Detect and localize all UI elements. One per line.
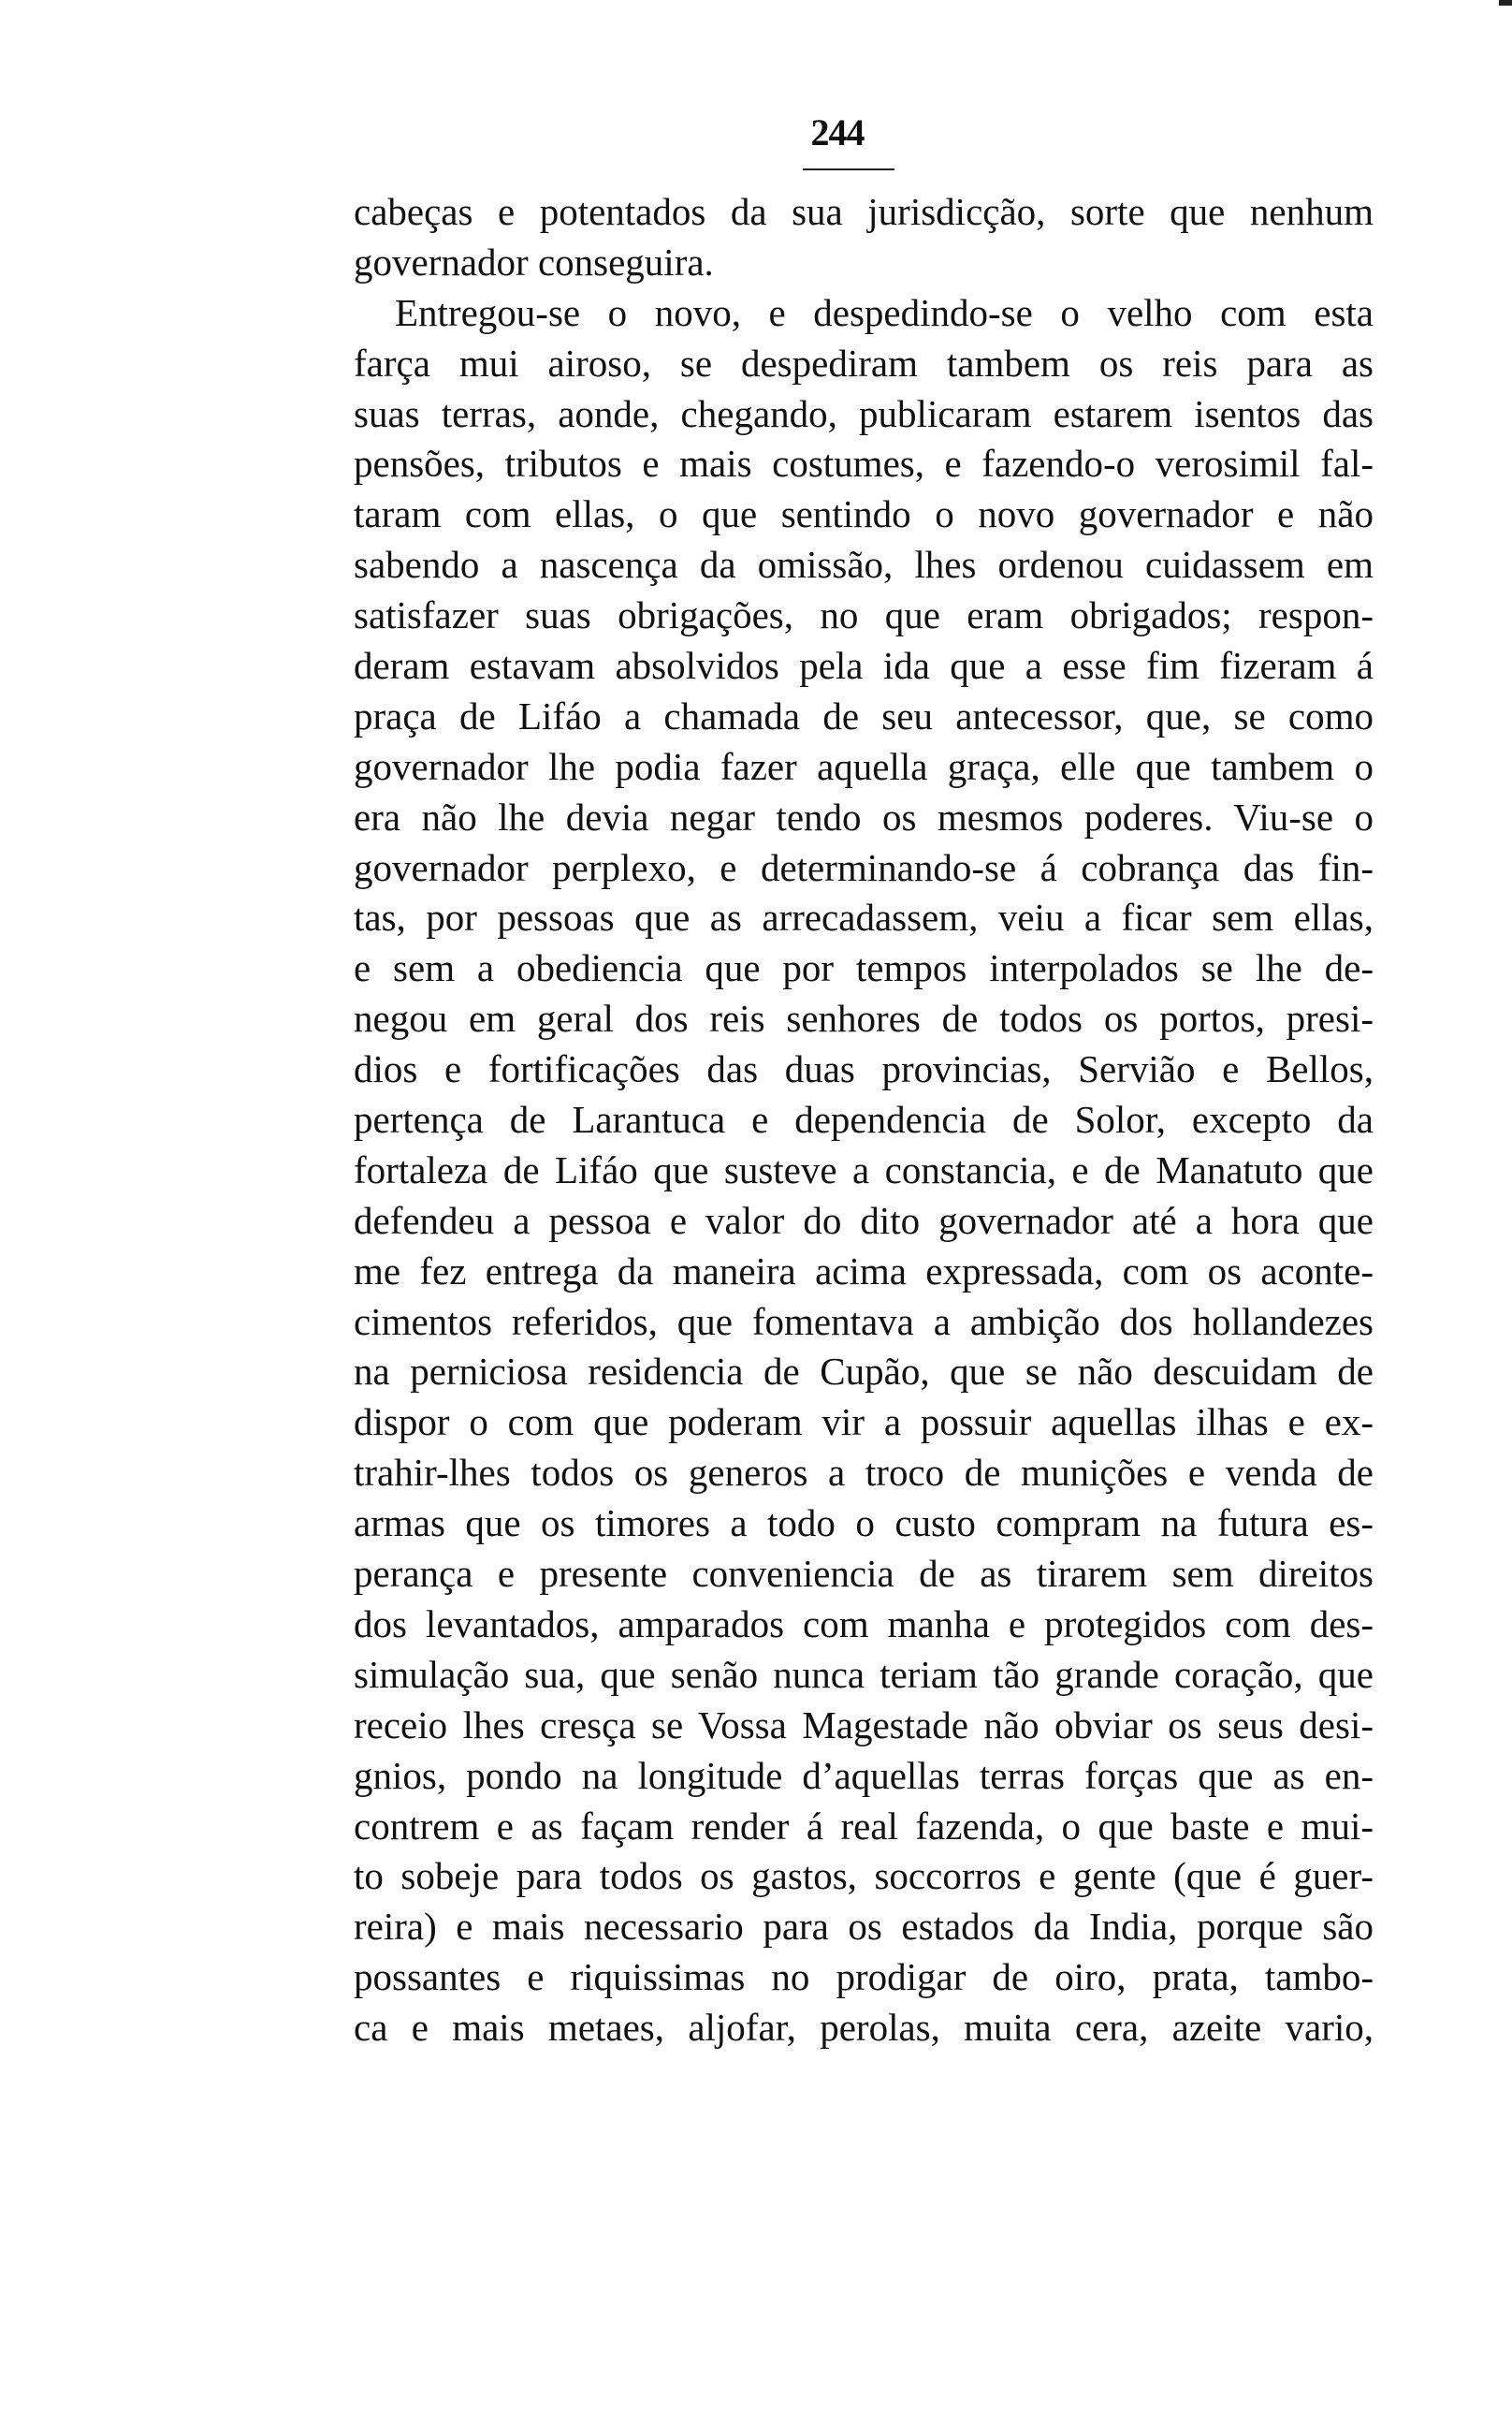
text-line: cimentos referidos, que fomentava a ambição dos hollandezes (354, 1299, 1374, 1343)
text-line: sabendo a nascença da omissão, lhes ordenou cuidassem em (354, 543, 1374, 587)
body-text (354, 187, 1374, 2053)
text-line: na perniciosa residencia de Cupão, que se não descuidam de (354, 1350, 1374, 1394)
text-line: pensões, tributos e mais costumes, e fazendo-o verosimil fal- (354, 442, 1374, 486)
text-line: governador lhe podia fazer aquella graça, elle que tambem o (354, 744, 1374, 788)
text-line: pertença de Larantuca e dependencia de Solor, excepto da (354, 1098, 1374, 1142)
page-number-rule (803, 168, 894, 170)
text-line: farça mui airoso, se despediram tambem os reis para as (354, 341, 1374, 385)
text-line: trahir-lhes todos os generos a troco de munições e venda de (354, 1451, 1374, 1495)
text-line: defendeu a pessoa e valor do dito governador até a hora que (354, 1198, 1374, 1242)
text-line: to sobeje para todos os gastos, soccorros e gente (que é guer- (354, 1854, 1374, 1898)
text-line: armas que os timores a todo o custo compram na futura es- (354, 1501, 1374, 1545)
text-line: era não lhe devia negar tendo os mesmos poderes. Viu-se o (354, 795, 1374, 839)
text-line: dos levantados, amparados com manha e protegidos com des- (354, 1601, 1374, 1645)
text-line: e sem a obediencia que por tempos interpolados se lhe de- (354, 946, 1374, 990)
text-line: contrem e as façam render á real fazenda, o que baste e mui- (354, 1804, 1374, 1848)
text-line: gnios, pondo na longitude d’aquellas terras forças que as en- (354, 1753, 1374, 1797)
text-line: dios e fortificações das duas provincias, Servião e Bellos, (354, 1047, 1374, 1091)
text-line: ca e mais metaes, aljofar, perolas, muita cera, azeite vario, (354, 2006, 1374, 2050)
text-line: reira) e mais necessario para os estados da India, porque são (354, 1905, 1374, 1949)
text-line: simulação sua, que senão nunca teriam tão grande coração, que (354, 1652, 1374, 1696)
text-line: me fez entrega da maneira acima expressada, com os aconte- (354, 1249, 1374, 1293)
text-line: governador perplexo, e determinando-se á cobrança das fin- (354, 845, 1374, 889)
text-line: suas terras, aonde, chegando, publicaram estarem isentos das (354, 391, 1374, 435)
text-line: fortaleza de Lifáo que susteve a constancia, e de Manatuto que (354, 1147, 1374, 1191)
text-line: perança e presente conveniencia de as tirarem sem direitos (354, 1552, 1374, 1596)
text-line: possantes e riquissimas no prodigar de oiro, prata, tambo- (354, 1955, 1374, 1999)
text-line: satisfazer suas obrigações, no que eram obrigados; respon- (354, 593, 1374, 637)
scan-edge-mark (1499, 0, 1512, 6)
text-line: governador conseguira. (354, 240, 714, 284)
text-line: deram estavam absolvidos pela ida que a esse fim fizeram á (354, 644, 1374, 688)
text-line: praça de Lifáo a chamada de seu antecessor, que, se como (354, 694, 1374, 738)
text-line: tas, por pessoas que as arrecadassem, veiu a ficar sem ellas, (354, 896, 1374, 940)
text-line: cabeças e potentados da sua jurisdicção, sorte que nenhum (354, 190, 1374, 233)
text-line: receio lhes cresça se Vossa Magestade não obviar os seus desi- (354, 1702, 1374, 1746)
text-line: negou em geral dos reis senhores de todos os portos, presi- (354, 997, 1374, 1041)
text-line: dispor o com que poderam vir a possuir aquellas ilhas e ex- (354, 1400, 1374, 1444)
text-line: Entregou-se o novo, e despedindo-se o velho com esta (395, 290, 1374, 334)
text-line: taram com ellas, o que sentindo o novo governador e não (354, 492, 1374, 536)
page-number: 244 (810, 111, 865, 153)
